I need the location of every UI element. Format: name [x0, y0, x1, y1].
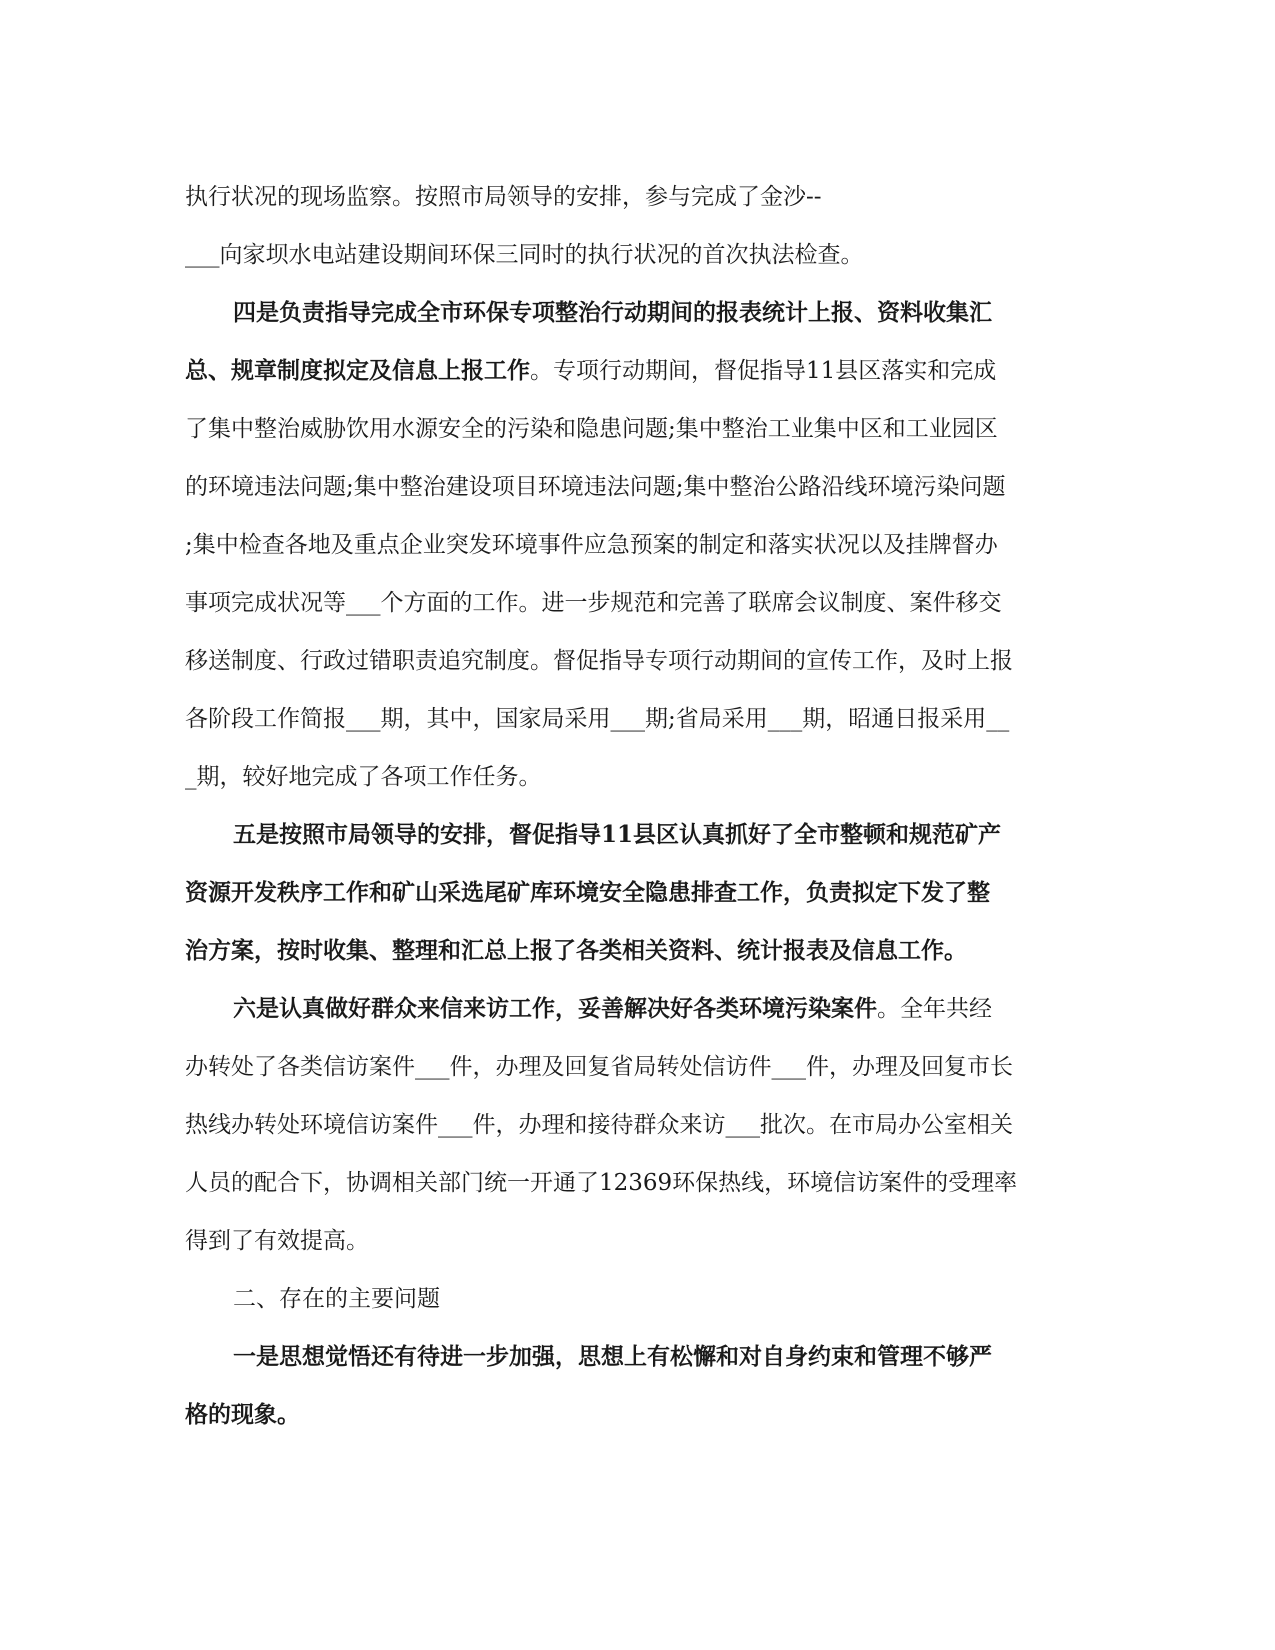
paragraph-5 — [185, 1328, 1085, 1444]
text-line: 办转处了各类信访案件___件，办理及回复省局转处信访件___件，办理及回复市长 — [185, 1054, 1013, 1080]
text-line: 移送制度、行政过错职责追究制度。督促指导专项行动期间的宣传工作，及时上报 — [185, 648, 1013, 674]
paragraph-3 — [185, 806, 1085, 980]
text-line: 人员的配合下，协调相关部门统一开通了12369环保热线，环境信访案件的受理率 — [185, 1170, 1018, 1196]
text-line: 的环境违法问题;集中整治建设项目环境违法问题;集中整治公路沿线环境污染问题 — [185, 474, 1006, 500]
normal-span: 。全年共经 — [877, 996, 992, 1022]
text-line-bold: 一是思想觉悟还有待进一步加强，思想上有松懈和对自身约束和管理不够严 — [233, 1343, 992, 1370]
normal-span: 。专项行动期间，督促指导11县区落实和完成 — [530, 358, 997, 384]
bold-span: 六是认真做好群众来信来访工作，妥善解决好各类环境污染案件 — [233, 995, 877, 1022]
text-line: 事项完成状况等___个方面的工作。进一步规范和完善了联席会议制度、案件移交 — [185, 590, 1002, 616]
text-line-bold: 资源开发秩序工作和矿山采选尾矿库环境安全隐患排查工作，负责拟定下发了整 — [185, 879, 990, 906]
paragraph-2 — [185, 284, 1085, 806]
text-line — [185, 342, 1085, 400]
text-line-bold: 五是按照市局领导的安排，督促指导11县区认真抓好了全市整顿和规范矿产 — [233, 821, 1002, 848]
section-heading: 二、存在的主要问题 — [233, 1286, 440, 1312]
paragraph-1 — [185, 168, 1085, 284]
text-line-bold: 格的现象。 — [185, 1401, 300, 1428]
text-line: 热线办转处环境信访案件___件，办理和接待群众来访___批次。在市局办公室相关 — [185, 1112, 1013, 1138]
text-line-bold: 治方案，按时收集、整理和汇总上报了各类相关资料、统计报表及信息工作。 — [185, 937, 967, 964]
document-page — [185, 168, 1085, 1444]
text-line: 各阶段工作简报___期，其中，国家局采用___期;省局采用___期，昭通日报采用__ — [185, 706, 1010, 732]
bold-span: 总、规章制度拟定及信息上报工作 — [185, 357, 530, 384]
text-line: 了集中整治威胁饮用水源安全的污染和隐患问题;集中整治工业集中区和工业园区 — [185, 416, 998, 442]
text-line: 得到了有效提高。 — [185, 1228, 369, 1254]
paragraph-4 — [185, 980, 1085, 1270]
text-line — [185, 980, 1085, 1038]
text-line: ___向家坝水电站建设期间环保三同时的执行状况的首次执法检查。 — [185, 242, 864, 268]
text-line: ;集中检查各地及重点企业突发环境事件应急预案的制定和落实状况以及挂牌督办 — [185, 532, 998, 558]
text-line-bold: 四是负责指导完成全市环保专项整治行动期间的报表统计上报、资料收集汇 — [233, 299, 992, 326]
text-line: _期，较好地完成了各项工作任务。 — [185, 764, 542, 790]
text-line: 执行状况的现场监察。按照市局领导的安排，参与完成了金沙-- — [185, 184, 822, 210]
